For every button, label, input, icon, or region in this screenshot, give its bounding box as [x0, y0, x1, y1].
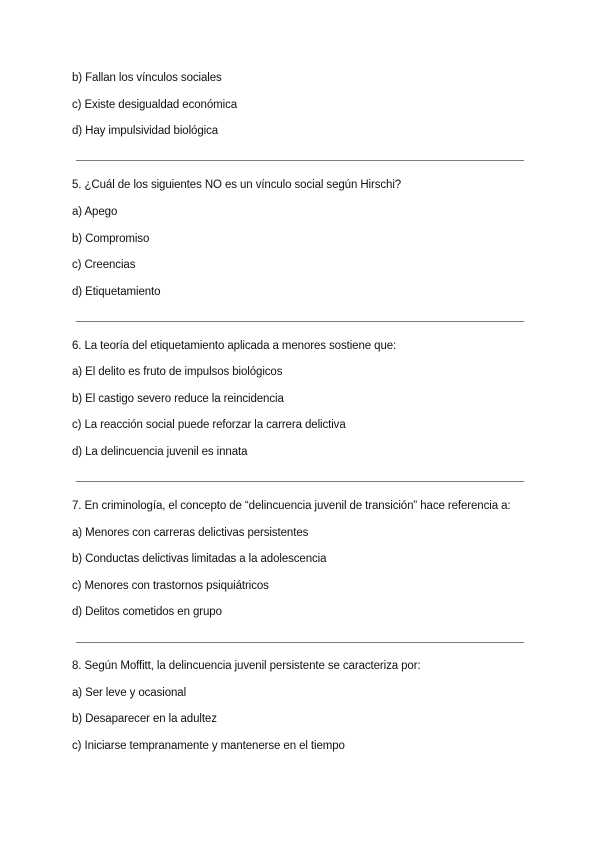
q7-option-a: a) Menores con carreras delictivas persistentes [72, 527, 309, 539]
q6-option-c: c) La reacción social puede reforzar la carrera delictiva [72, 419, 346, 431]
q8-option-b: b) Desaparecer en la adultez [72, 713, 217, 725]
q7-option-d: d) Delitos cometidos en grupo [72, 606, 222, 618]
q7-question: 7. En criminología, el concepto de “delincuencia juvenil de transición” hace referencia a: [72, 500, 511, 512]
divider-q5 [76, 321, 524, 322]
divider-q7 [76, 642, 524, 643]
q6-option-b: b) El castigo severo reduce la reincidencia [72, 393, 284, 405]
q7-option-c: c) Menores con trastornos psiquiátricos [72, 580, 269, 592]
q6-option-a: a) El delito es fruto de impulsos biológicos [72, 366, 283, 378]
q6-question: 6. La teoría del etiquetamiento aplicada a menores sostiene que: [72, 340, 397, 352]
q7-option-b: b) Conductas delictivas limitadas a la adolescencia [72, 553, 327, 565]
q5-question: 5. ¿Cuál de los siguientes NO es un vínculo social según Hirschi? [72, 179, 402, 191]
q4-option-c: c) Existe desigualdad económica [72, 99, 238, 111]
q4-option-d: d) Hay impulsividad biológica [72, 125, 219, 137]
q4-option-b: b) Fallan los vínculos sociales [72, 72, 222, 84]
q5-option-d: d) Etiquetamiento [72, 286, 161, 298]
divider-q4 [76, 160, 524, 161]
q5-option-b: b) Compromiso [72, 233, 150, 245]
q5-option-a: a) Apego [72, 206, 118, 218]
q8-option-a: a) Ser leve y ocasional [72, 687, 187, 699]
divider-q6 [76, 481, 524, 482]
q6-option-d: d) La delincuencia juvenil es innata [72, 446, 248, 458]
q8-option-c: c) Iniciarse tempranamente y mantenerse en el tiempo [72, 740, 345, 752]
q5-option-c: c) Creencias [72, 259, 136, 271]
q8-question: 8. Según Moffitt, la delincuencia juvenil persistente se caracteriza por: [72, 660, 421, 672]
